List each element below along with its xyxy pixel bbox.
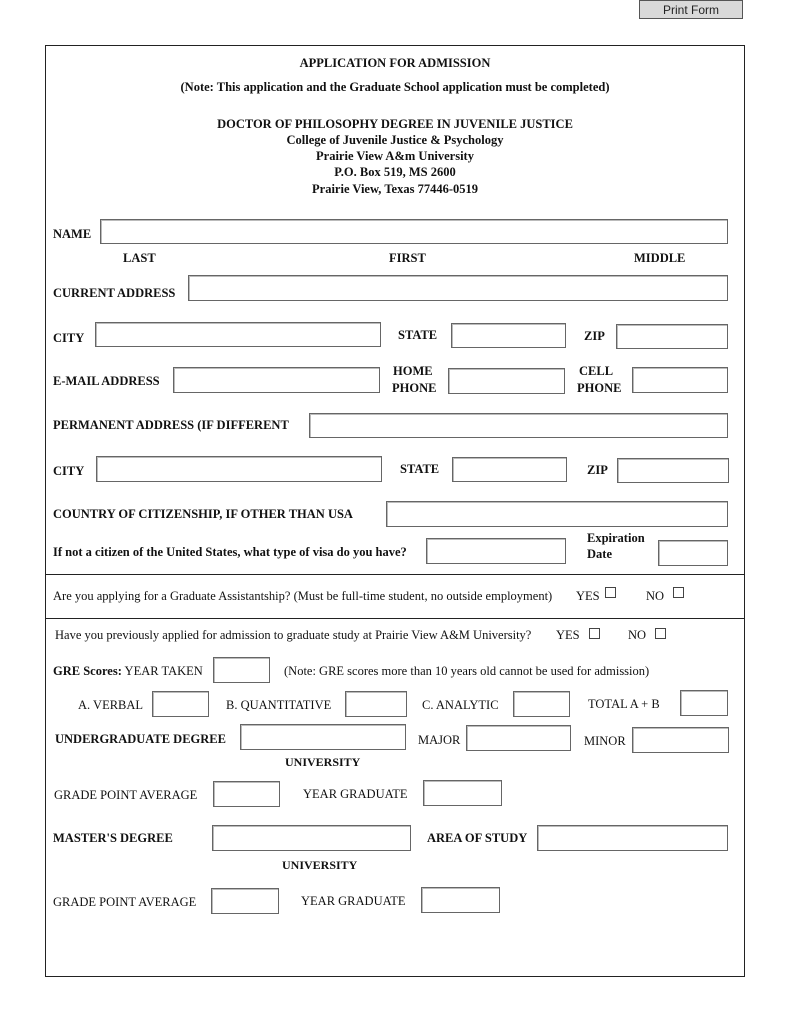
masters-degree-label: MASTER'S DEGREE — [53, 831, 173, 845]
previous-application-question: Have you previously applied for admission to graduate study at Prairie View A&M University? — [55, 628, 532, 642]
gpa-label: GRADE POINT AVERAGE — [54, 788, 198, 802]
city2-field[interactable] — [96, 456, 382, 482]
area-of-study-field[interactable] — [537, 825, 728, 851]
expiration-label: Expiration — [587, 531, 645, 545]
previous-no-label: NO — [628, 628, 647, 642]
year-graduate-field[interactable] — [423, 780, 502, 806]
zip-field[interactable] — [616, 324, 728, 349]
previous-yes-checkbox[interactable] — [589, 628, 600, 639]
section-divider — [45, 618, 745, 619]
zip-label: ZIP — [584, 329, 605, 343]
area-of-study-label: AREA OF STUDY — [427, 831, 528, 845]
gre-label: GRE Scores: — [53, 664, 122, 678]
minor-label: MINOR — [584, 734, 626, 748]
city2-label: CITY — [53, 464, 85, 478]
assistantship-no-checkbox[interactable] — [673, 587, 684, 598]
state2-label: STATE — [400, 462, 440, 476]
undergrad-university-label: UNIVERSITY — [285, 755, 361, 769]
last-label: LAST — [123, 251, 156, 265]
city-field[interactable] — [95, 322, 381, 347]
assistantship-yes-label: YES — [576, 589, 600, 603]
current-address-field[interactable] — [188, 275, 728, 301]
cell-phone-label: CELL — [579, 364, 614, 378]
permanent-address-label: PERMANENT ADDRESS (IF DIFFERENT — [53, 418, 289, 432]
zip2-field[interactable] — [617, 458, 729, 483]
expiration-label-2: Date — [587, 547, 612, 561]
middle-label: MIDDLE — [634, 251, 686, 265]
assistantship-no-label: NO — [646, 589, 665, 603]
expiration-date-field[interactable] — [658, 540, 728, 566]
undergrad-degree-field[interactable] — [240, 724, 406, 750]
form-note: (Note: This application and the Graduate School application must be completed) — [180, 80, 610, 94]
po-box: P.O. Box 519, MS 2600 — [334, 165, 456, 179]
city-label: CITY — [53, 331, 85, 345]
gpa2-label: GRADE POINT AVERAGE — [53, 895, 197, 909]
state-field[interactable] — [451, 323, 566, 348]
degree-title: DOCTOR OF PHILOSOPHY DEGREE IN JUVENILE JUSTICE — [217, 117, 573, 131]
masters-degree-field[interactable] — [212, 825, 411, 851]
quantitative-label: B. QUANTITATIVE — [226, 698, 332, 712]
cell-phone-label-2: PHONE — [577, 381, 622, 395]
college-name: College of Juvenile Justice & Psychology — [286, 133, 504, 147]
home-phone-field[interactable] — [448, 368, 565, 394]
assistantship-yes-checkbox[interactable] — [605, 587, 616, 598]
previous-yes-label: YES — [556, 628, 580, 642]
gpa2-field[interactable] — [211, 888, 279, 914]
citizenship-field[interactable] — [386, 501, 728, 527]
masters-university-label: UNIVERSITY — [282, 858, 358, 872]
university-name: Prairie View A&m University — [316, 149, 474, 163]
state-label: STATE — [398, 328, 438, 342]
state2-field[interactable] — [452, 457, 567, 482]
assistantship-question: Are you applying for a Graduate Assistantship? (Must be full-time student, no outside employment) — [53, 589, 553, 603]
major-field[interactable] — [466, 725, 571, 751]
name-field[interactable] — [100, 219, 728, 244]
form-title: APPLICATION FOR ADMISSION — [299, 56, 491, 70]
email-label: E-MAIL ADDRESS — [53, 374, 160, 388]
year-taken-label: YEAR TAKEN — [124, 664, 203, 678]
total-field[interactable] — [680, 690, 728, 716]
verbal-label: A. VERBAL — [78, 698, 144, 712]
minor-field[interactable] — [632, 727, 729, 753]
quantitative-field[interactable] — [345, 691, 407, 717]
cell-phone-field[interactable] — [632, 367, 728, 393]
email-field[interactable] — [173, 367, 380, 393]
year-graduate-label: YEAR GRADUATE — [303, 787, 408, 801]
previous-no-checkbox[interactable] — [655, 628, 666, 639]
analytic-label: C. ANALYTIC — [422, 698, 499, 712]
visa-field[interactable] — [426, 538, 566, 564]
visa-label: If not a citizen of the United States, what type of visa do you have? — [53, 545, 407, 559]
undergrad-degree-label: UNDERGRADUATE DEGREE — [55, 732, 226, 746]
gre-year-taken-field[interactable] — [213, 657, 270, 683]
zip2-label: ZIP — [587, 463, 608, 477]
major-label: MAJOR — [418, 733, 461, 747]
citizenship-label: COUNTRY OF CITIZENSHIP, IF OTHER THAN USA — [53, 507, 353, 521]
section-divider — [45, 574, 745, 575]
year-graduate2-label: YEAR GRADUATE — [301, 894, 406, 908]
gpa-field[interactable] — [213, 781, 280, 807]
permanent-address-field[interactable] — [309, 413, 728, 438]
gre-note: (Note: GRE scores more than 10 years old cannot be used for admission) — [284, 664, 650, 678]
current-address-label: CURRENT ADDRESS — [53, 286, 176, 300]
total-label: TOTAL A + B — [588, 697, 660, 711]
city-state: Prairie View, Texas 77446-0519 — [312, 182, 478, 196]
name-label: NAME — [53, 227, 92, 241]
print-form-button[interactable]: Print Form — [639, 0, 743, 19]
analytic-field[interactable] — [513, 691, 570, 717]
first-label: FIRST — [389, 251, 426, 265]
verbal-field[interactable] — [152, 691, 209, 717]
home-phone-label: HOME — [393, 364, 433, 378]
year-graduate2-field[interactable] — [421, 887, 500, 913]
home-phone-label-2: PHONE — [392, 381, 437, 395]
